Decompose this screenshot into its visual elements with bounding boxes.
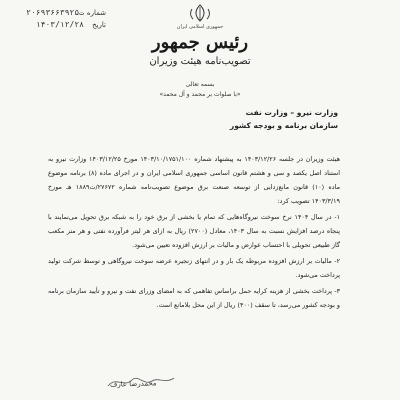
body-intro-paragraph: هیئت وزیران در جلسه ۱۴۰۳/۱۲/۲۶ به پیشنهاد شماره ۱۴۰۳/۱۰/۱۷۵۱/۱۰۰ مورخ ۱۴۰۳/۱۲/۲۵ وزارت نیرو به استناد اصل یکصد و سی و هشتم قانون اساسی جمهوری اسلامی ایران و در اجرای ماده (۸) برنامه موضوع ماده (۱۰) قانون مانع‌زدایی از توسعه صنعت برق موضوع تصویب‌نامه شماره ۲۷۶۷۲/ت۱۸۸۹ هـ مورخ ۱۴۰۳/۳/۱۹ تصویب کرد: — [48, 155, 341, 205]
body-clause-2: ۲- مالیات بر ارزش افزوده مربوطه یک بار و در انتهای زنجیره عرضه سوخت نیروگاهی و توسط شرکت تولید پرداخت می‌شود. — [48, 257, 340, 279]
invocation — [120, 80, 280, 100]
decree-subtitle: تصویب‌نامه هیئت وزیران — [149, 56, 251, 67]
recipient-budget-organization: سازمان برنامه و بودجه کشور — [229, 121, 338, 130]
reference-block — [14, 7, 106, 31]
reference-number-label: شماره — [86, 9, 106, 17]
reference-number: ۲۰۶۹۳۶ت۶۳۹۲۵ — [26, 8, 84, 17]
president-title: رئیس جمهور — [151, 32, 249, 53]
reference-number-row — [14, 7, 106, 19]
signatory-name: محمدرضا عارف — [109, 379, 157, 389]
recipient-ministries: وزارت نیرو – وزارت نفت — [245, 108, 338, 117]
emblem-caption: جمهوری اسلامی ایران — [176, 24, 224, 30]
invocation-line-2: «با صلوات بر محمد و آل محمد» — [159, 91, 241, 98]
body-clause-1: ۱- در سال ۱۴۰۴ نرخ سوخت نیروگاه‌هایی که تمام یا بخشی از برق خود را به شبکه برق تحویل می‌نمایند با پنجاه درصد افزایش نسبت به سال ۱۴۰۳، معادل (۲۷۰۰) ریال به ازای هر لیتر فرآورده نفتی و هر متر مکعب گاز طبیعی تحویلی با احتساب عوارض و مالیات بر ارزش افزوده تعیین می‌شود. — [48, 213, 341, 249]
invocation-line-1: بسمه تعالی — [185, 81, 215, 88]
date-row — [14, 19, 106, 31]
date-label: تاریخ — [92, 21, 106, 29]
emblem-icon — [182, 3, 218, 23]
recipients — [230, 106, 338, 132]
decree-body — [48, 152, 340, 314]
decree-date: ۱۴۰۳/۱۲/۲۸ — [35, 20, 84, 29]
body-clause-3: ۳- پرداخت بخشی از هزینه کرایه حمل براساس تفاهمی که به امضای وزرای نفت و نیرو و تأیید سازمان برنامه و بودجه کشور می‌رسد، تا سقف (۴۰۰) ریال از این محل بلامانع است. — [48, 287, 340, 309]
